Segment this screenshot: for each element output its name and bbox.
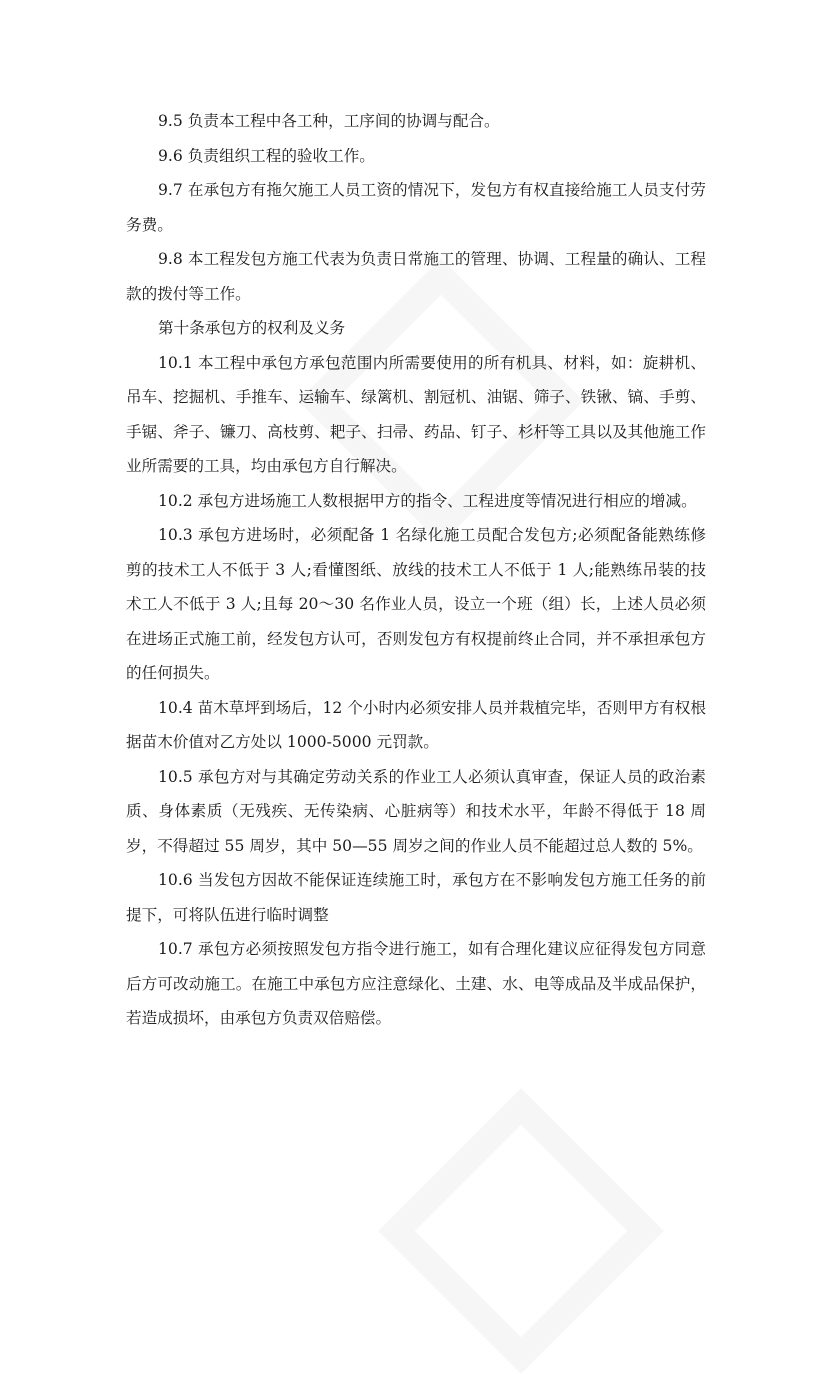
document-page bbox=[126, 104, 706, 1036]
clause-9-6: 9.6 负责组织工程的验收工作。 bbox=[158, 146, 375, 165]
section-heading-article-10: 第十条承包方的权利及义务 bbox=[158, 319, 346, 337]
clause-10-6: 10.6 当发包方因故不能保证连续施工时，承包方在不影响发包方施工任务的前提下，可将队伍进行临时调整 bbox=[126, 871, 706, 924]
clause-10-1: 10.1 本工程中承包方承包范围内所需要使用的所有机具、材料，如：旋耕机、吊车、挖掘机、手推车、运输车、绿篱机、割冠机、油锯、筛子、铁锹、镐、手剪、手锯、斧子、镰刀、高枝剪、耙子、扫帚、药品、钉子、杉杆等工具以及其他施工作业所需要的工具，均由承包方自行解决。 bbox=[126, 353, 706, 475]
clause-10-5: 10.5 承包方对与其确定劳动关系的作业工人必须认真审查，保证人员的政治素质、身体素质（无残疾、无传染病、心脏病等）和技术水平，年龄不得低于 18 周岁，不得超过 55 周岁，其中 50—55 周岁之间的作业人员不能超过总人数的 5%。 bbox=[126, 767, 706, 855]
clause-10-3: 10.3 承包方进场时，必须配备 1 名绿化施工员配合发包方;必须配备能熟练修剪的技术工人不低于 3 人;看懂图纸、放线的技术工人不低于 1 人;能熟练吊装的技术工人不低于 3 人;且每 20～30 名作业人员，设立一个班（组）长，上述人员必须在进场正式施工前，经发包方认可，否则发包方有权提前终止合同，并不承担承包方的任何损失。 bbox=[126, 526, 706, 682]
clause-10-2: 10.2 承包方进场施工人数根据甲方的指令、工程进度等情况进行相应的增减。 bbox=[158, 491, 697, 510]
clause-9-8: 9.8 本工程发包方施工代表为负责日常施工的管理、协调、工程量的确认、工程款的拨付等工作。 bbox=[126, 250, 706, 303]
watermark-diamond bbox=[378, 1088, 664, 1374]
clause-9-5: 9.5 负责本工程中各工种，工序间的协调与配合。 bbox=[158, 112, 500, 130]
clause-9-7: 9.7 在承包方有拖欠施工人员工资的情况下，发包方有权直接给施工人员支付劳务费。 bbox=[126, 181, 706, 234]
clause-10-4: 10.4 苗木草坪到场后，12 个小时内必须安排人员并栽植完毕，否则甲方有权根据苗木价值对乙方处以 1000-5000 元罚款。 bbox=[126, 698, 706, 751]
clause-10-7: 10.7 承包方必须按照发包方指令进行施工，如有合理化建议应征得发包方同意后方可改动施工。在施工中承包方应注意绿化、土建、水、电等成品及半成品保护，若造成损坏，由承包方负责双倍赔偿。 bbox=[126, 940, 706, 1027]
